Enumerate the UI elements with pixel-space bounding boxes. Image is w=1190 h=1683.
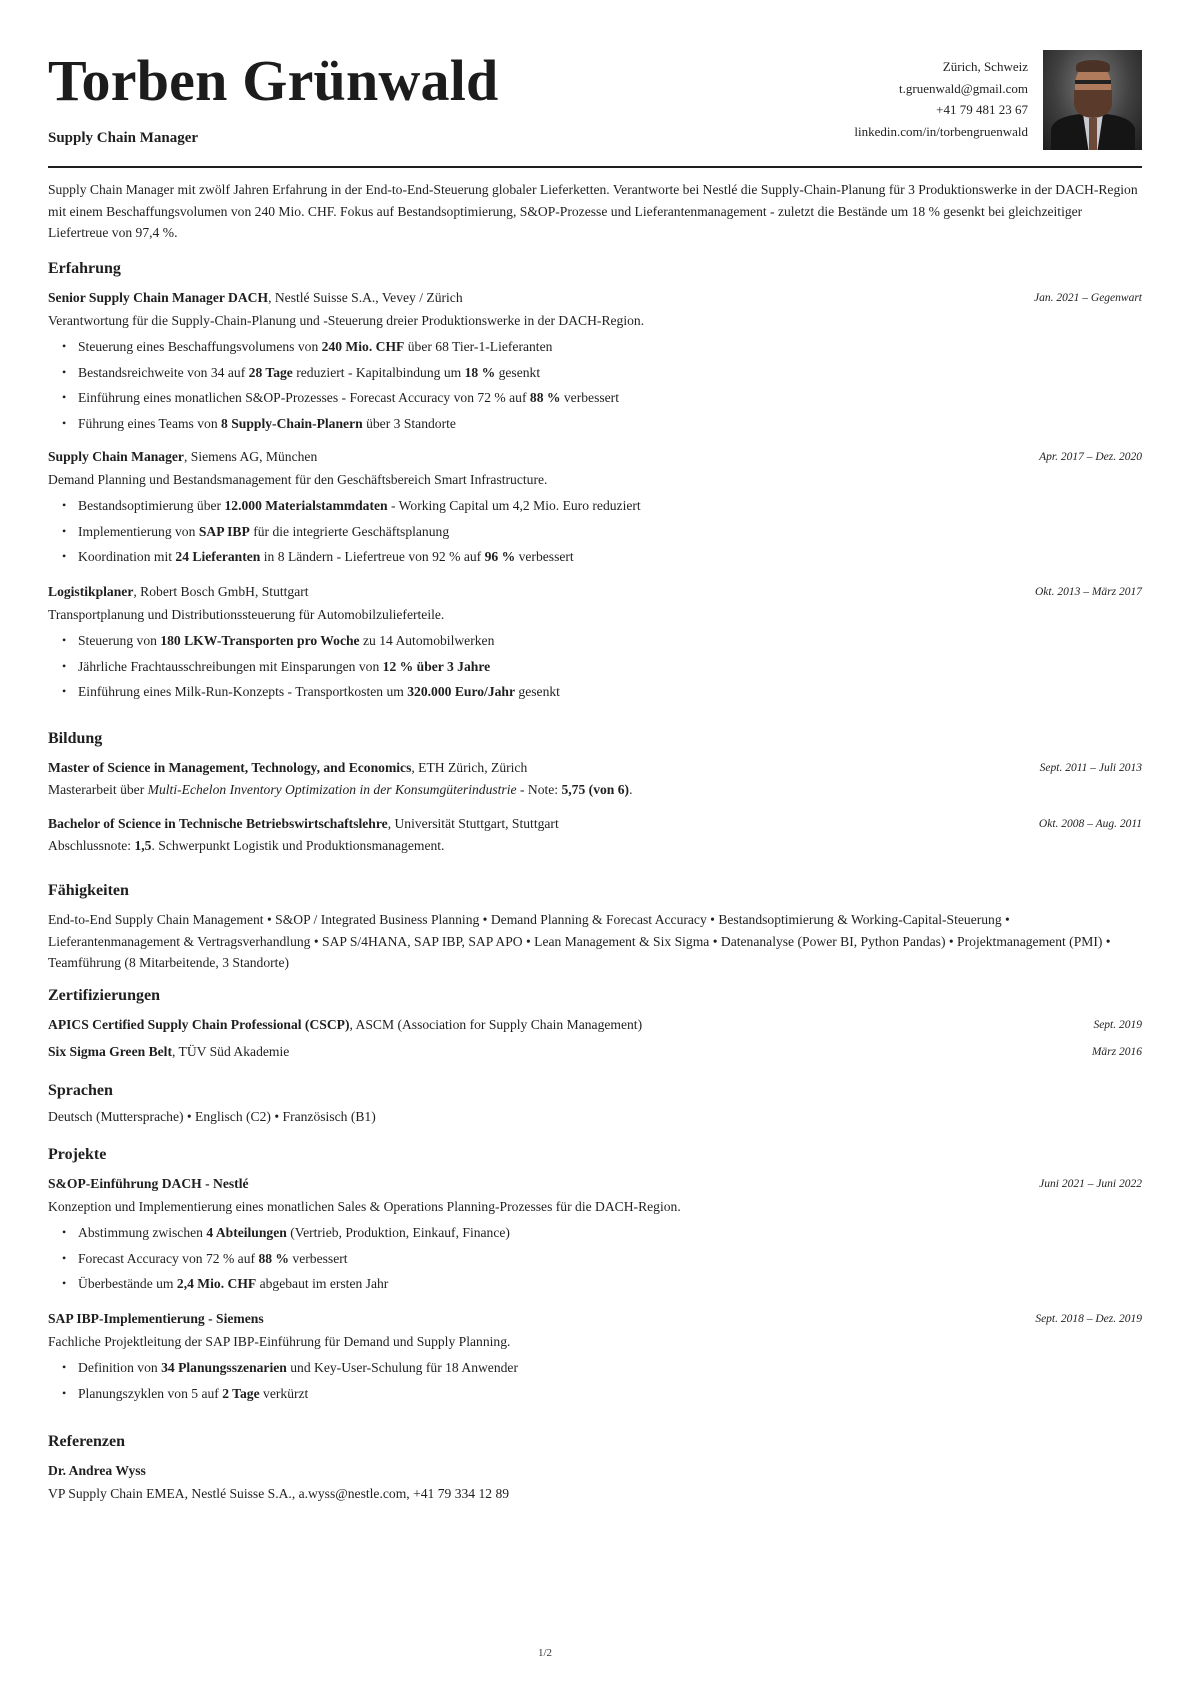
section-title-skills: Fähigkeiten xyxy=(48,882,129,899)
project-heading xyxy=(48,1311,264,1327)
candidate-role: Supply Chain Manager xyxy=(48,130,199,146)
degree-date: Sept. 2011 – Juli 2013 xyxy=(1039,762,1142,774)
job-org: , Siemens AG, München xyxy=(183,449,318,464)
bullet-item: • Implementierung von SAP IBP für die integrierte Geschäftsplanung xyxy=(78,519,641,545)
reference-detail: VP Supply Chain EMEA, Nestlé Suisse S.A., a.wyss@nestle.com, +41 79 334 12 89 xyxy=(48,1486,510,1501)
degree-heading xyxy=(48,760,527,776)
project-bullets xyxy=(78,1355,518,1406)
job-heading xyxy=(48,290,463,306)
bullet-item: • Steuerung von 180 LKW-Transporten pro Woche zu 14 Automobilwerken xyxy=(78,628,560,654)
candidate-name: Torben Grünwald xyxy=(48,48,499,113)
section-title-references: Referenzen xyxy=(48,1433,125,1450)
resume-page xyxy=(48,0,1142,1683)
bullet-item: • Koordination mit 24 Lieferanten in 8 Ländern - Liefertreue von 92 % auf 96 % verbessert xyxy=(78,544,641,570)
section-title-certifications: Zertifizierungen xyxy=(48,987,160,1004)
contact-email[interactable]: t.gruenwald@gmail.com xyxy=(899,80,1028,96)
job-org: , Nestlé Suisse S.A., Vevey / Zürich xyxy=(268,290,463,305)
project-title: SAP IBP-Implementierung - Siemens xyxy=(48,1311,264,1326)
degree-description: Abschlussnote: 1,5. Schwerpunkt Logistik und Produktionsmanagement. xyxy=(48,838,445,853)
job-date: Okt. 2013 – März 2017 xyxy=(1034,586,1142,598)
job-bullets xyxy=(78,334,619,436)
degree-title: Master of Science in Management, Technology, and Economics xyxy=(48,760,412,775)
bullet-item: • Jährliche Frachtausschreibungen mit Einsparungen von 12 % über 3 Jahre xyxy=(78,654,560,680)
photo-glasses xyxy=(1075,80,1111,84)
job-title: Supply Chain Manager xyxy=(48,449,184,464)
bullet-item: • Einführung eines monatlichen S&OP-Prozesses - Forecast Accuracy von 72 % auf 88 % verbessert xyxy=(78,385,619,411)
job-description: Transportplanung und Distributionssteuerung für Automobilzulieferteile. xyxy=(48,607,445,622)
job-description: Demand Planning und Bestandsmanagement für den Geschäftsbereich Smart Infrastructure. xyxy=(48,472,548,487)
certification-heading xyxy=(48,1044,289,1060)
bullet-item: • Überbestände um 2,4 Mio. CHF abgebaut im ersten Jahr xyxy=(78,1271,510,1297)
section-title-experience: Erfahrung xyxy=(48,260,121,277)
profile-summary: Supply Chain Manager mit zwölf Jahren Erfahrung in der End-to-End-Steuerung globaler Lieferketten. Verantworte bei Nestlé die Supply-Chain-Planung für 3 Produktionswerke in der DACH-Region mit einem Beschaffungsvolumen von 240 Mio. CHF. Fokus auf Bestandsoptimierung, S&OP-Prozesse und Lieferantenmanagement - zuletzt die Bestände um 18 % gesenkt bei gleichzeitiger Liefertreue von 97,4 %. xyxy=(48,182,1138,240)
bullet-item: • Steuerung eines Beschaffungsvolumens von 240 Mio. CHF über 68 Tier-1-Lieferanten xyxy=(78,334,619,360)
section-title-education: Bildung xyxy=(48,730,103,747)
degree-description: Masterarbeit über Multi-Echelon Inventory Optimization in der Konsumgüterindustrie - Note: 5,75 (von 6). xyxy=(48,782,633,797)
project-description: Fachliche Projektleitung der SAP IBP-Einführung für Demand und Supply Planning. xyxy=(48,1334,511,1349)
section-title-languages: Sprachen xyxy=(48,1082,113,1099)
page-number: 1/2 xyxy=(538,1647,553,1659)
bullet-item: • Bestandsoptimierung über 12.000 Materialstammdaten - Working Capital um 4,2 Mio. Euro reduziert xyxy=(78,493,641,519)
certification-date: März 2016 xyxy=(1091,1046,1142,1058)
job-title: Logistikplaner xyxy=(48,584,134,599)
certification-heading xyxy=(48,1017,642,1033)
job-bullets xyxy=(78,493,641,570)
certification-date: Sept. 2019 xyxy=(1093,1019,1142,1031)
job-title: Senior Supply Chain Manager DACH xyxy=(48,290,269,305)
bullet-item: • Planungszyklen von 5 auf 2 Tage verkürzt xyxy=(78,1381,518,1407)
job-date: Apr. 2017 – Dez. 2020 xyxy=(1039,451,1142,463)
project-title: S&OP-Einführung DACH - Nestlé xyxy=(48,1176,249,1191)
profile-photo xyxy=(1043,50,1142,150)
certification-title: Six Sigma Green Belt xyxy=(48,1044,172,1059)
photo-hair xyxy=(1076,60,1110,72)
bullet-item: • Einführung eines Milk-Run-Konzepts - Transportkosten um 320.000 Euro/Jahr gesenkt xyxy=(78,679,560,705)
job-heading xyxy=(48,584,309,600)
bullet-item: • Bestandsreichweite von 34 auf 28 Tage reduziert - Kapitalbindung um 18 % gesenkt xyxy=(78,360,619,386)
bullet-item: • Führung eines Teams von 8 Supply-Chain-Planern über 3 Standorte xyxy=(78,411,619,437)
contact-location: Zürich, Schweiz xyxy=(942,59,1028,74)
degree-school: , ETH Zürich, Zürich xyxy=(411,760,528,775)
bullet-item: • Abstimmung zwischen 4 Abteilungen (Vertrieb, Produktion, Einkauf, Finance) xyxy=(78,1220,510,1246)
project-bullets xyxy=(78,1220,510,1297)
degree-school: , Universität Stuttgart, Stuttgart xyxy=(387,816,559,831)
degree-heading xyxy=(48,816,559,832)
resume-header xyxy=(48,0,1142,168)
languages-list: Deutsch (Muttersprache) • Englisch (C2) • Französisch (B1) xyxy=(48,1109,376,1124)
section-title-projects: Projekte xyxy=(48,1146,107,1163)
job-date: Jan. 2021 – Gegenwart xyxy=(1034,292,1142,304)
degree-title: Bachelor of Science in Technische Betriebswirtschaftslehre xyxy=(48,816,388,831)
contact-linkedin[interactable]: linkedin.com/in/torbengruenwald xyxy=(854,123,1028,139)
contact-block xyxy=(854,56,1028,142)
job-description: Verantwortung für die Supply-Chain-Planung und -Steuerung dreier Produktionswerke in der DACH-Region. xyxy=(48,313,645,328)
project-date: Juni 2021 – Juni 2022 xyxy=(1039,1178,1142,1190)
job-bullets xyxy=(78,628,560,705)
bullet-item: • Definition von 34 Planungsszenarien und Key-User-Schulung für 18 Anwender xyxy=(78,1355,518,1381)
certification-issuer: , ASCM (Association for Supply Chain Management) xyxy=(349,1017,643,1032)
certification-issuer: , TÜV Süd Akademie xyxy=(171,1044,290,1059)
job-heading xyxy=(48,449,317,465)
job-org: , Robert Bosch GmbH, Stuttgart xyxy=(133,584,309,599)
contact-phone: +41 79 481 23 67 xyxy=(936,102,1028,117)
project-heading xyxy=(48,1176,249,1192)
photo-tie xyxy=(1089,118,1097,150)
bullet-item: • Forecast Accuracy von 72 % auf 88 % verbessert xyxy=(78,1246,510,1272)
reference-name: Dr. Andrea Wyss xyxy=(48,1463,146,1478)
project-date: Sept. 2018 – Dez. 2019 xyxy=(1035,1313,1142,1325)
degree-date: Okt. 2008 – Aug. 2011 xyxy=(1038,818,1142,830)
certification-title: APICS Certified Supply Chain Professional (CSCP) xyxy=(48,1017,350,1032)
photo-beard xyxy=(1074,90,1112,118)
skills-list: End-to-End Supply Chain Management • S&OP / Integrated Business Planning • Demand Planning & Forecast Accuracy • Bestandsoptimierung & Working-Capital-Steuerung • Lieferantenmanagement & Vertragsverhandlung • SAP S/4HANA, SAP IBP, SAP APO • Lean Management & Six Sigma • Datenanalyse (Power BI, Python Pandas) • Projektmanagement (PMI) • Teamführung (8 Mitarbeitende, 3 Standorte) xyxy=(48,912,1111,970)
project-description: Konzeption und Implementierung eines monatlichen Sales & Operations Planning-Prozesses für die DACH-Region. xyxy=(48,1199,681,1214)
